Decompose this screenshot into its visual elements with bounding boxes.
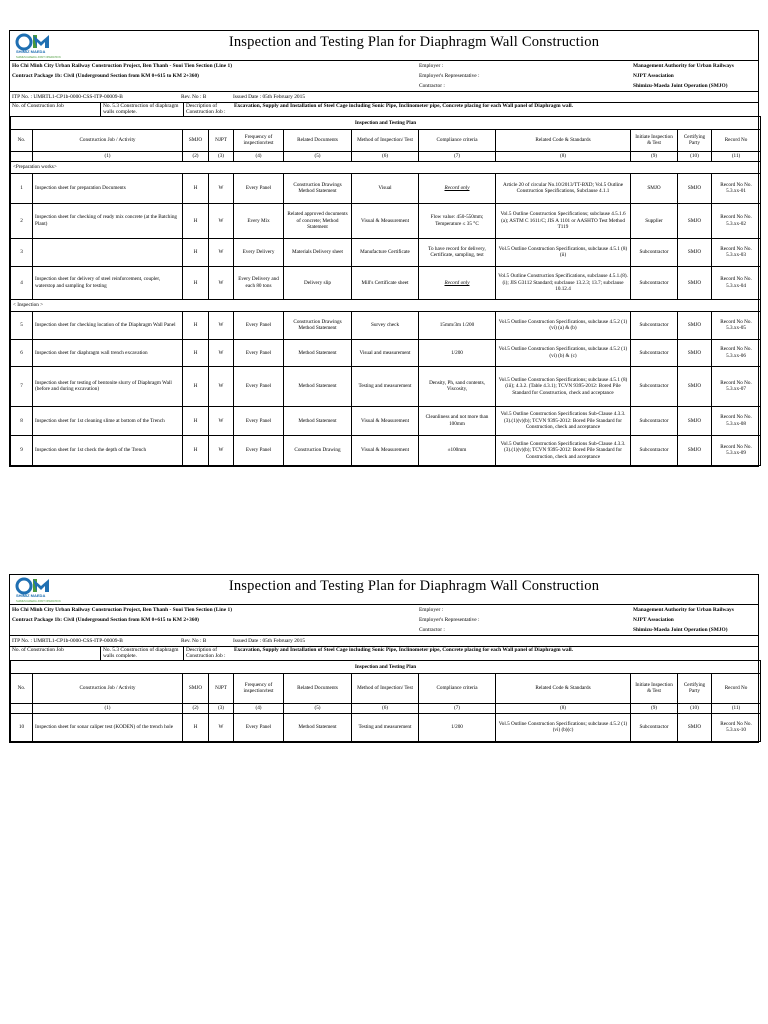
method-cell: Mill's Certificate sheet [352, 266, 419, 299]
col-number: (5) [284, 151, 352, 161]
col-number: (1) [33, 703, 183, 713]
section-row-prep [11, 161, 761, 173]
method-cell: Visual & Measurement [352, 406, 419, 435]
contract-package: Contract Package 1b: Civil (Underground Section from KM 0+615 to KM 2+360) [12, 616, 199, 623]
page-title: Inspection and Testing Plan for Diaphragm Wall Construction [228, 578, 600, 594]
frequency-cell: Every Panel [234, 713, 284, 741]
project-header [10, 605, 758, 660]
col-method: Method of Inspection/ Test [352, 673, 419, 703]
activity-cell [33, 238, 183, 266]
code-cell: Vol.5 Outline Construction Specifications, subclause 4.5.2 (1) (vi) (a) & (b) [496, 311, 631, 339]
contractor-value: Shimizu-Maeda Joint Operation (SMJO) [633, 82, 728, 89]
project-name: Ho Chi Minh City Urban Railway Construction Project, Ben Thanh - Suoi Tien Section (Line 1) [12, 62, 233, 69]
njpt-cell: W [209, 406, 234, 435]
documents-cell: Method Statement [284, 366, 352, 406]
initiate-cell: Subcontractor [631, 435, 678, 465]
criteria-cell: Record only [419, 266, 496, 299]
col-number: (3) [209, 703, 234, 713]
job-number-label: No. of Construction Job [10, 103, 101, 116]
record-cell: Record No No. 5.3.xx-04 [712, 266, 761, 299]
revision-number: Rev. No : B [179, 636, 231, 647]
njpt-cell: W [209, 339, 234, 366]
frequency-cell: Every Panel [234, 311, 284, 339]
itp-table [10, 660, 761, 742]
logo-sub-text: SHIMIZ MAEDA [16, 49, 46, 54]
page-title: Inspection and Testing Plan for Diaphragm Wall Construction [228, 34, 600, 50]
criteria-cell: Cleanliness and not more than 100mm [419, 406, 496, 435]
criteria-cell: Density, Ph, sand contents, Viscosity, [419, 366, 496, 406]
col-number: (6) [352, 151, 419, 161]
column-number-row [11, 151, 761, 161]
table-row [11, 406, 761, 435]
col-number: (5) [284, 703, 352, 713]
contractor-value: Shimizu-Maeda Joint Operation (SMJO) [633, 626, 728, 633]
table-row [11, 173, 761, 203]
smjo-cell: H [183, 713, 209, 741]
initiate-cell: Subcontractor [631, 266, 678, 299]
criteria-cell: 15mm/3m 1/200 [419, 311, 496, 339]
col-number: (2) [183, 151, 209, 161]
frequency-cell: Every Delivery [234, 238, 284, 266]
col-initiate: Initiate Inspection & Test [631, 673, 678, 703]
criteria-cell: ±100mm [419, 435, 496, 465]
record-cell: Record No No. 5.3.xx-08 [712, 406, 761, 435]
column-header-row [11, 673, 761, 703]
record-cell: Record No No. 5.3.xx-03 [712, 238, 761, 266]
frequency-cell: Every Mix [234, 203, 284, 238]
initiate-cell: Subcontractor [631, 311, 678, 339]
col-number: (11) [712, 703, 761, 713]
col-number: (2) [183, 703, 209, 713]
employer-label: Employer : [419, 606, 444, 613]
activity-cell: Inspection sheet for delivery of steel reinforcement, coupler, waterstop and sampling for testing [33, 266, 183, 299]
row-number: 8 [11, 406, 33, 435]
njpt-cell: W [209, 366, 234, 406]
col-job: Construction Job / Activity [33, 129, 183, 151]
method-cell: Visual [352, 173, 419, 203]
col-smjo: SMJO [183, 129, 209, 151]
employer-label: Employer : [419, 62, 444, 69]
certifying-cell: SMJO [678, 266, 712, 299]
certifying-cell: SMJO [678, 339, 712, 366]
method-cell: Manufacture Certificate [352, 238, 419, 266]
certifying-cell: SMJO [678, 203, 712, 238]
col-documents: Related Documents [284, 673, 352, 703]
activity-cell: Inspection sheet for sonar caliper test (KODEN) of the trench hole [33, 713, 183, 741]
table-row [11, 713, 761, 741]
col-certifying: Certifying Party [678, 129, 712, 151]
col-number: (11) [712, 151, 761, 161]
record-cell: Record No No. 5.3.xx-06 [712, 339, 761, 366]
certifying-cell: SMJO [678, 173, 712, 203]
issued-date: Issued Date : 05th February 2015 [231, 92, 758, 103]
certifying-cell: SMJO [678, 366, 712, 406]
frequency-cell: Every Panel [234, 339, 284, 366]
criteria-cell: To have record for delivery, Certificate, sampling, test [419, 238, 496, 266]
job-description-value: Excavation, Supply and Installation of Steel Cage including Sonic Pipe, Inclinometer pipe, Concrete placing for each Wall panel of Diaphragm wall. [232, 103, 758, 116]
activity-cell: Inspection sheet for diaphragm wall trench excavation [33, 339, 183, 366]
section-heading: < Inspection > [11, 299, 761, 311]
col-code: Related Code & Standards [496, 673, 631, 703]
issued-date: Issued Date : 05th February 2015 [231, 636, 758, 647]
documents-cell: Method Statement [284, 713, 352, 741]
employer-rep-label: Employer's Representative : [419, 72, 480, 79]
code-cell: Vol.5 Outline Construction Specifications Sub-Clause 4.3.3.(3).(1)(v)(b); TCVN 9395-2012: Bored Pile Standard for Construction, check and acceptance [496, 435, 631, 465]
job-number-value: No. 5.3 Construction of diaphragm walls complete. [101, 103, 184, 116]
certifying-cell: SMJO [678, 713, 712, 741]
certifying-cell: SMJO [678, 238, 712, 266]
njpt-cell: W [209, 203, 234, 238]
revision-number: Rev. No : B [179, 92, 231, 103]
activity-cell: Inspection sheet for preparation Documents [33, 173, 183, 203]
initiate-cell: Supplier [631, 203, 678, 238]
col-number: (6) [352, 703, 419, 713]
record-cell: Record No No. 5.3.xx-07 [712, 366, 761, 406]
col-method: Method of Inspection/ Test [352, 129, 419, 151]
frequency-cell: Every Panel [234, 366, 284, 406]
njpt-cell: W [209, 311, 234, 339]
code-cell: Article 20 of circular No.10/2013/TT-BXD; Vol.5 Outline Construction Specifications, Subclause 4.1.1 [496, 173, 631, 203]
table-row [11, 203, 761, 238]
row-number: 6 [11, 339, 33, 366]
col-no: No. [11, 129, 33, 151]
itp-page-1 [9, 30, 759, 467]
smjo-cell: H [183, 366, 209, 406]
section-row-insp [11, 299, 761, 311]
smjo-cell: H [183, 266, 209, 299]
col-number: (9) [631, 151, 678, 161]
itp-number: ITP No. : UMRTL1-CP1b-0000-CSS-ITP-00009-B [10, 636, 179, 647]
itp-number: ITP No. : UMRTL1-CP1b-0000-CSS-ITP-00009-B [10, 92, 179, 103]
employer-rep-value: NJPT Association [633, 616, 674, 623]
documents-cell: Related approved documents of concrete; Method Statement [284, 203, 352, 238]
initiate-cell: Subcontractor [631, 238, 678, 266]
col-number: (8) [496, 703, 631, 713]
documents-cell: Construction Drawings Method Statement [284, 311, 352, 339]
method-cell: Testing and measurement [352, 366, 419, 406]
code-cell: Vol.5 Outline Construction Specifications Sub-Clause 4.3.3.(3).(1)(v)(b); TCVN 9395-2012: Bored Pile Standard for Construction, check and acceptance [496, 406, 631, 435]
row-number: 9 [11, 435, 33, 465]
col-criteria: Compliance criteria [419, 129, 496, 151]
plan-heading: Inspection and Testing Plan [11, 116, 761, 129]
record-cell: Record No No. 5.3.xx-01 [712, 173, 761, 203]
col-njpt: NJPT [209, 129, 234, 151]
criteria-cell: 1/200 [419, 339, 496, 366]
col-number: (10) [678, 703, 712, 713]
row-number: 10 [11, 713, 33, 741]
smjo-cell: H [183, 339, 209, 366]
activity-cell: Inspection sheet for 1st cleaning slime at bottom of the Trench [33, 406, 183, 435]
initiate-cell: SMJO [631, 173, 678, 203]
col-initiate: Initiate Inspection & Test [631, 129, 678, 151]
certifying-cell: SMJO [678, 406, 712, 435]
code-cell: Vol.5 Outline Construction Specifications; subclause 4.5.1.6 (a); ASTM C 1611/C; JIS A 1101 or AASHTO Test Method T119 [496, 203, 631, 238]
initiate-cell: Subcontractor [631, 713, 678, 741]
code-cell: Vol.5 Outline Construction Specifications; subclause 4.5.1 (8) (iii); 4.3.2. (Table 4.3.1); TCVN 9395-2012: Bored Pile Standard for Construction, check and acceptance [496, 366, 631, 406]
employer-rep-label: Employer's Representative : [419, 616, 480, 623]
njpt-cell: W [209, 713, 234, 741]
job-description-value: Excavation, Supply and Installation of Steel Cage including Sonic Pipe, Inclinometer pipe, Concrete placing for each Wall panel of Diaphragm wall. [232, 647, 758, 660]
col-frequency: Frequency of inspection/test [234, 673, 284, 703]
itp-sheet [9, 30, 759, 467]
table-row [11, 266, 761, 299]
col-number: (7) [419, 151, 496, 161]
row-number: 1 [11, 173, 33, 203]
col-criteria: Compliance criteria [419, 673, 496, 703]
method-cell: Visual and measurement [352, 339, 419, 366]
activity-cell: Inspection sheet for checking of ready mix concrete (at the Batching Plant) [33, 203, 183, 238]
method-cell: Testing and measurement [352, 713, 419, 741]
col-certifying: Certifying Party [678, 673, 712, 703]
title-bar [10, 31, 758, 61]
company-logo [14, 577, 64, 603]
activity-cell: Inspection sheet for testing of bentonite slurry of Diaphragm Wall (before and during excavation) [33, 366, 183, 406]
contractor-label: Contractor : [419, 626, 445, 633]
col-documents: Related Documents [284, 129, 352, 151]
certifying-cell: SMJO [678, 435, 712, 465]
certifying-cell: SMJO [678, 311, 712, 339]
smjo-cell: H [183, 435, 209, 465]
col-record: Record No [712, 673, 761, 703]
section-heading: <Preparation works> [11, 161, 761, 173]
njpt-cell: W [209, 238, 234, 266]
table-row [11, 435, 761, 465]
employer-value: Management Authority for Urban Railways [633, 606, 734, 613]
record-cell: Record No No. 5.3.xx-10 [712, 713, 761, 741]
smjo-cell: H [183, 311, 209, 339]
njpt-cell: W [209, 173, 234, 203]
col-number: (9) [631, 703, 678, 713]
row-number: 3 [11, 238, 33, 266]
table-row [11, 366, 761, 406]
column-header-row [11, 129, 761, 151]
col-record: Record No [712, 129, 761, 151]
row-number: 4 [11, 266, 33, 299]
col-code: Related Code & Standards [496, 129, 631, 151]
contractor-label: Contractor : [419, 82, 445, 89]
col-frequency: Frequency of inspection/test [234, 129, 284, 151]
logo-tagline: SHIMIZU-MAEDA JOINT OPERATION [16, 600, 61, 603]
criteria-cell: 1/200 [419, 713, 496, 741]
code-cell: Vol.5 Outline Construction Specifications, subclause 4.5.2 (1) (vi) (b) & (c) [496, 339, 631, 366]
job-number-label: No. of Construction Job [10, 647, 101, 660]
table-row [11, 311, 761, 339]
frequency-cell: Every Delivery and each 80 tons [234, 266, 284, 299]
col-job: Construction Job / Activity [33, 673, 183, 703]
code-cell: Vol.5 Outline Construction Specifications, subclause 4.5.1 (8) (ii) [496, 238, 631, 266]
col-number: (1) [33, 151, 183, 161]
documents-cell: Construction Drawings Method Statement [284, 173, 352, 203]
project-header [10, 61, 758, 116]
method-cell: Visual & Measurement [352, 203, 419, 238]
njpt-cell: W [209, 435, 234, 465]
method-cell: Survey check [352, 311, 419, 339]
company-logo [14, 33, 64, 59]
table-row [11, 238, 761, 266]
documents-cell: Delivery slip [284, 266, 352, 299]
documents-cell: Materials Delivery sheet [284, 238, 352, 266]
record-cell: Record No No. 5.3.xx-02 [712, 203, 761, 238]
col-njpt: NJPT [209, 673, 234, 703]
row-number: 7 [11, 366, 33, 406]
itp-page-2 [9, 574, 759, 743]
frequency-cell: Every Panel [234, 435, 284, 465]
frequency-cell: Every Panel [234, 406, 284, 435]
employer-value: Management Authority for Urban Railways [633, 62, 734, 69]
row-number: 5 [11, 311, 33, 339]
itp-sheet [9, 574, 759, 743]
title-bar [10, 575, 758, 605]
logo-tagline: SHIMIZU-MAEDA JOINT OPERATION [16, 56, 61, 59]
activity-cell: Inspection sheet for checking location of the Diaphragm Wall Panel [33, 311, 183, 339]
row-number: 2 [11, 203, 33, 238]
job-description-label: Description of Construction Job : [184, 103, 233, 116]
col-number: (7) [419, 703, 496, 713]
col-number: (4) [234, 151, 284, 161]
criteria-cell: Flow value: 450-550mm; Temperature ≤ 35 °C [419, 203, 496, 238]
frequency-cell: Every Panel [234, 173, 284, 203]
itp-table [10, 116, 761, 466]
table-row [11, 339, 761, 366]
record-cell: Record No No. 5.3.xx-05 [712, 311, 761, 339]
smjo-cell: H [183, 238, 209, 266]
record-cell: Record No No. 5.3.xx-09 [712, 435, 761, 465]
criteria-cell: Record only [419, 173, 496, 203]
method-cell: Visual & Measurement [352, 435, 419, 465]
activity-cell: Inspection sheet for 1st check the depth of the Trench [33, 435, 183, 465]
smjo-cell: H [183, 406, 209, 435]
col-number: (3) [209, 151, 234, 161]
col-number: (4) [234, 703, 284, 713]
col-number: (10) [678, 151, 712, 161]
col-number: (8) [496, 151, 631, 161]
col-no: No. [11, 673, 33, 703]
code-cell: Vol.5 Outline Construction Specifications, subclause 4.5.1.(8).(i); JIS G3112 Standard; subclause 13.2.3; 13.7; subclause 10.12.4 [496, 266, 631, 299]
documents-cell: Construction Drawing [284, 435, 352, 465]
employer-rep-value: NJPT Association [633, 72, 674, 79]
contract-package: Contract Package 1b: Civil (Underground Section from KM 0+615 to KM 2+360) [12, 72, 199, 79]
documents-cell: Method Statement [284, 406, 352, 435]
column-number-row [11, 703, 761, 713]
njpt-cell: W [209, 266, 234, 299]
initiate-cell: Subcontractor [631, 406, 678, 435]
col-smjo: SMJO [183, 673, 209, 703]
project-name: Ho Chi Minh City Urban Railway Construction Project, Ben Thanh - Suoi Tien Section (Line 1) [12, 606, 233, 613]
code-cell: Vol.5 Outline Construction Specifications; subclause 4.5.2 (1) (vi) (b)(c) [496, 713, 631, 741]
documents-cell: Method Statement [284, 339, 352, 366]
logo-sub-text: SHIMIZ MAEDA [16, 593, 46, 598]
smjo-cell: H [183, 203, 209, 238]
initiate-cell: Subcontractor [631, 366, 678, 406]
job-description-label: Description of Construction Job : [184, 647, 233, 660]
initiate-cell: Subcontractor [631, 339, 678, 366]
job-number-value: No. 5.3 Construction of diaphragm walls complete. [101, 647, 184, 660]
plan-heading: Inspection and Testing Plan [11, 660, 761, 673]
smjo-cell: H [183, 173, 209, 203]
